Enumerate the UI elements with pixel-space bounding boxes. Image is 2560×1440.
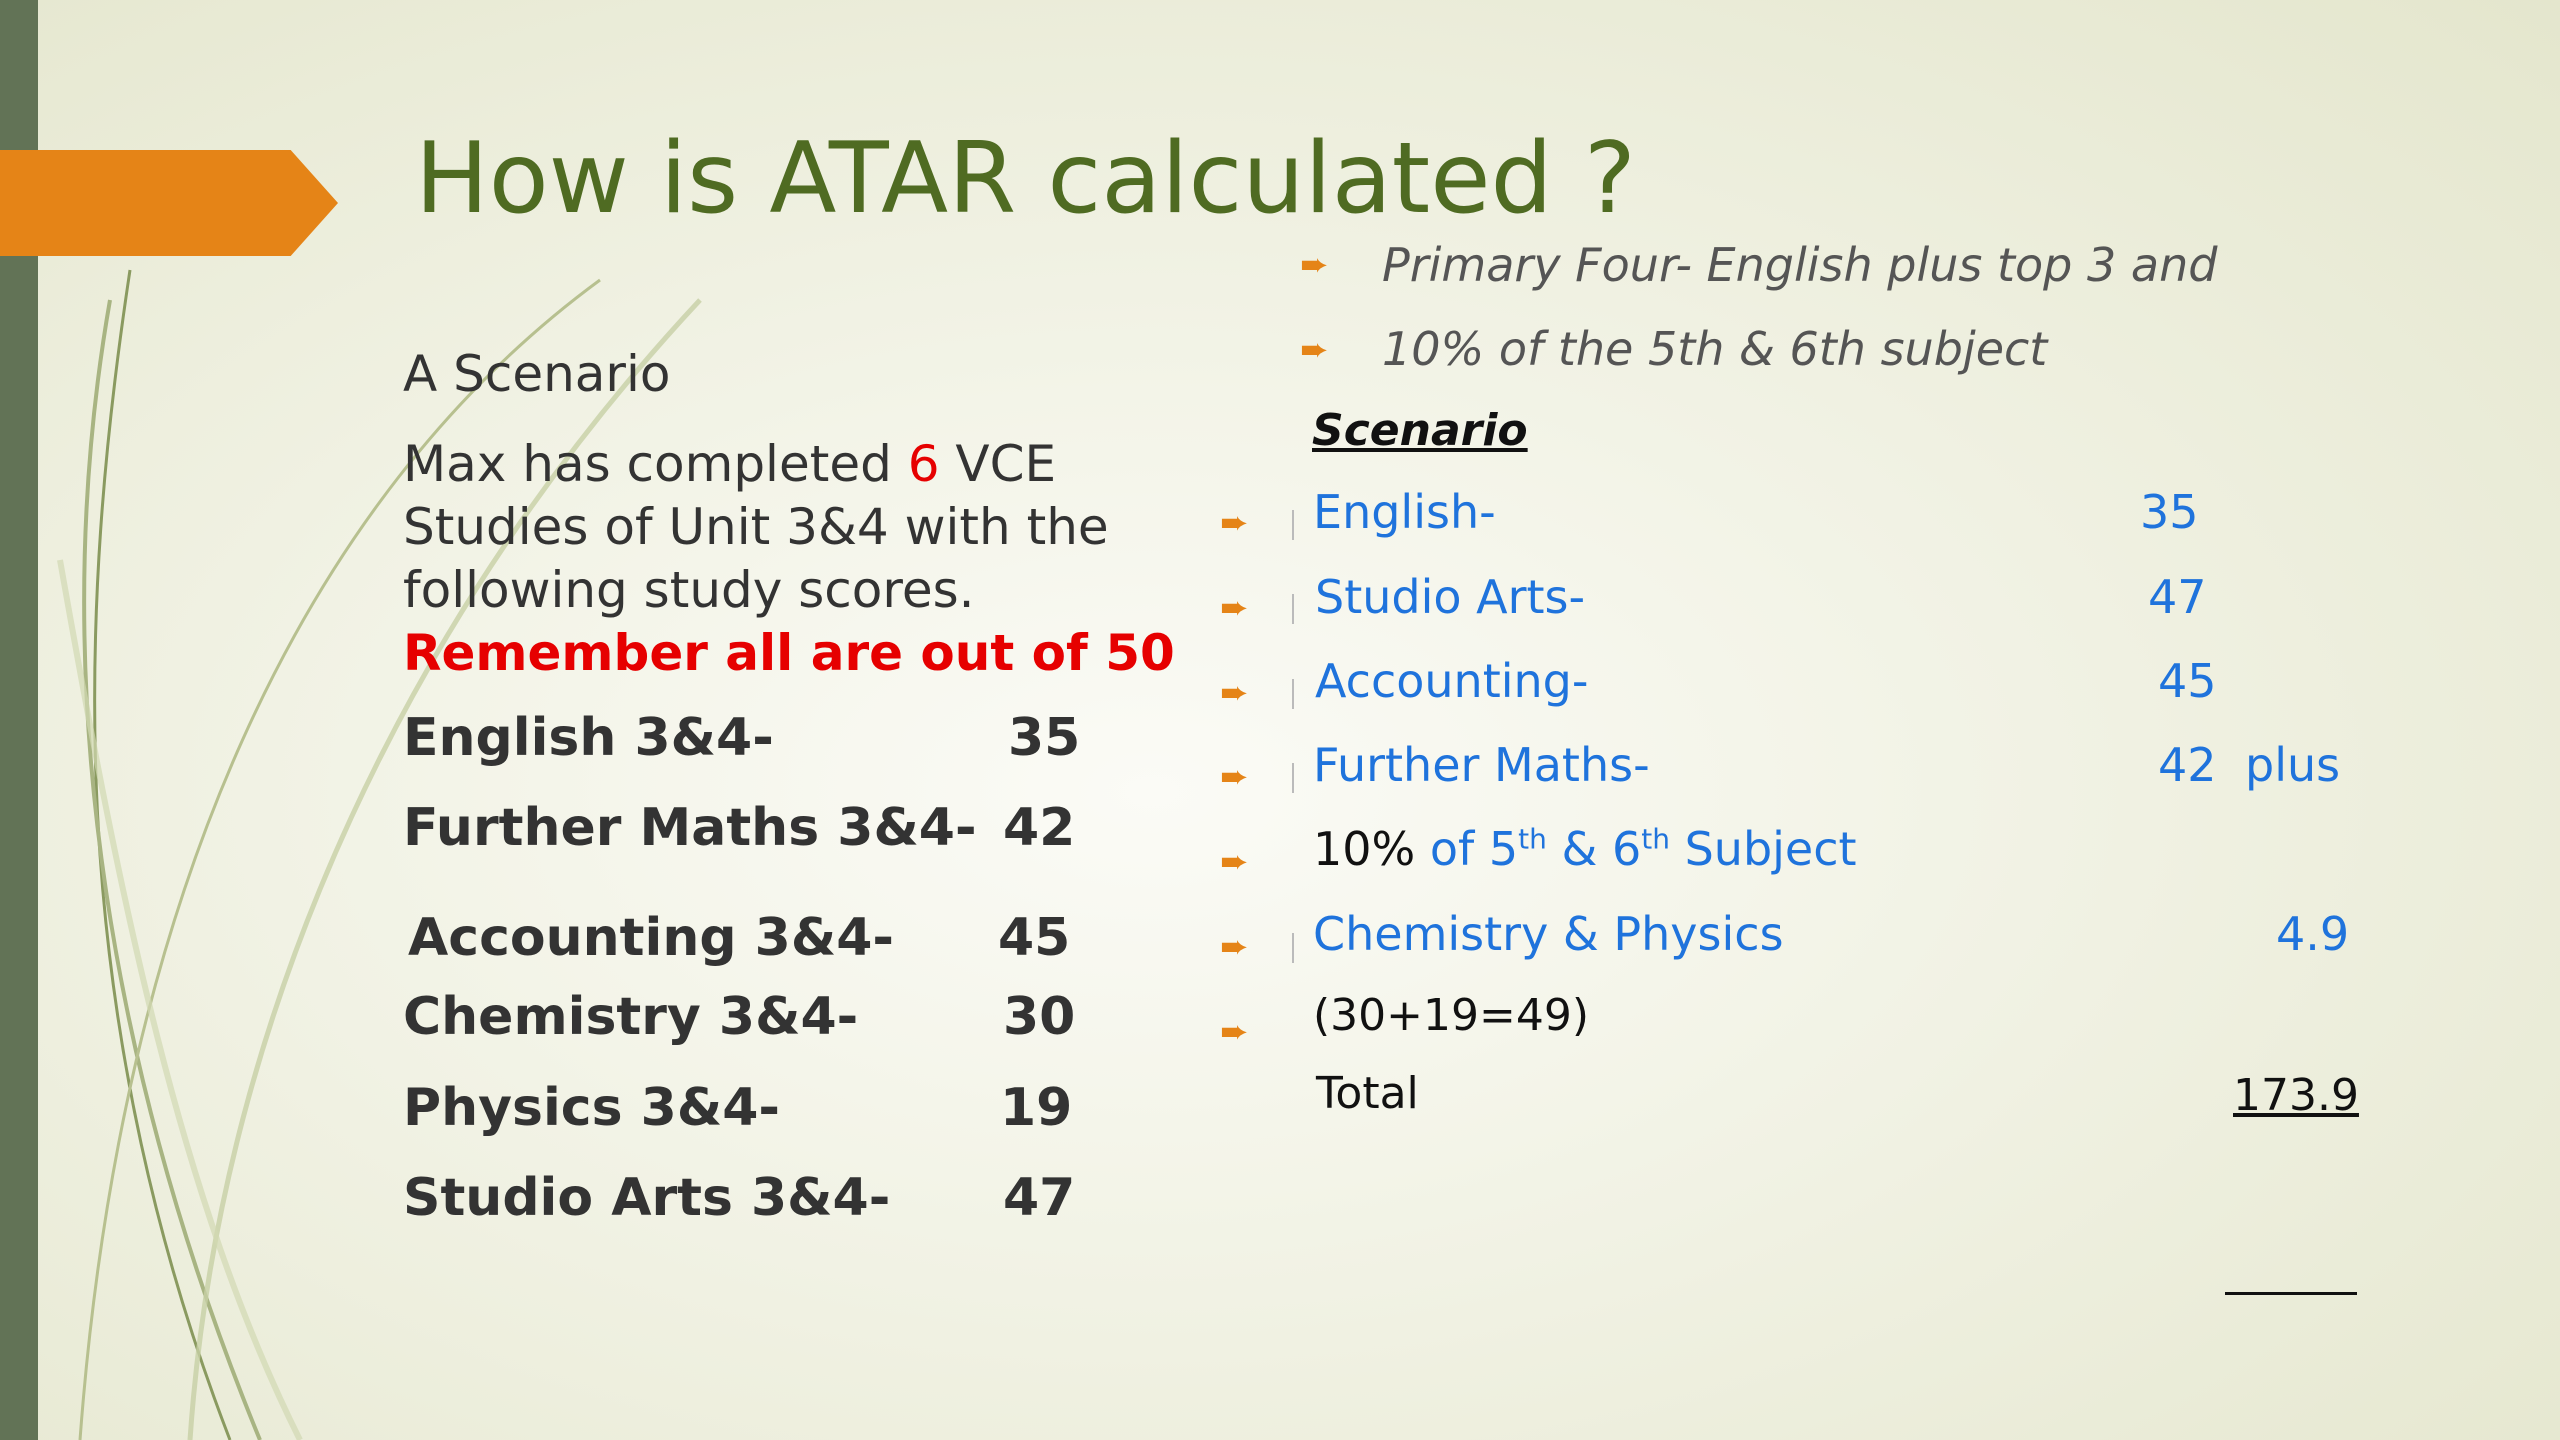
rule-line: Primary Four- English plus top 3 and [1382,238,2218,292]
ten-percent-line [1313,822,1857,876]
ten-percent-and: & 6 [1546,822,1642,876]
underline-rule [2225,1292,2357,1295]
calc-label: Studio Arts- [1315,570,1586,624]
subject-score: 45 [998,908,1071,968]
ten-percent-subject: Subject [1669,822,1857,876]
title-arrow-accent [0,150,338,256]
slide-title: How is ATAR calculated ? [415,122,1636,236]
divider-tick [1292,510,1294,540]
bullet-arrow-icon: ➨ [1300,245,1329,285]
bullet-arrow-icon: ➨ [1220,673,1249,713]
subject-score: 42 [1003,798,1076,858]
calc-suffix: plus [2245,738,2341,792]
calc-label: English- [1313,485,1496,539]
chem-phys-label: Chemistry & Physics [1313,907,1784,961]
scenario-heading: A Scenario [403,345,671,403]
bullet-arrow-icon: ➨ [1220,842,1249,882]
subject-name: English 3&4- [403,708,774,768]
subject-score: 19 [1000,1078,1073,1138]
intro-line-2: Studies of Unit 3&4 with the [403,498,1109,556]
calc-value: 47 [2148,570,2207,624]
subject-name: Further Maths 3&4- [403,798,977,858]
subject-name: Accounting 3&4- [408,908,894,968]
intro-line-1 [403,435,1056,493]
calc-value: 42 [2158,738,2217,792]
intro-number: 6 [907,435,940,493]
divider-tick [1292,594,1294,624]
calc-label: Accounting- [1315,654,1589,708]
divider-tick [1292,679,1294,709]
calc-label: Further Maths- [1313,738,1650,792]
sup-th: th [1518,822,1547,856]
bullet-arrow-icon: ➨ [1220,1012,1249,1052]
sup-th: th [1641,822,1670,856]
subject-name: Physics 3&4- [403,1078,780,1138]
subject-name: Studio Arts 3&4- [403,1168,891,1228]
calc-value: 45 [2158,654,2217,708]
subject-name: Chemistry 3&4- [403,987,859,1047]
total-value: 173.9 [2233,1070,2359,1121]
intro-suffix: VCE [939,435,1057,493]
ten-percent: 10% [1313,822,1416,876]
ten-percent-of: of 5 [1415,822,1519,876]
bullet-arrow-icon: ➨ [1220,503,1249,543]
sum-note: (30+19=49) [1313,990,1590,1041]
subject-score: 47 [1003,1168,1076,1228]
subject-score: 30 [1003,987,1076,1047]
scenario-subheading: Scenario [1312,405,1528,456]
divider-tick [1292,933,1294,963]
intro-prefix: Max has completed [403,435,908,493]
chem-phys-value: 4.9 [2276,907,2350,961]
bullet-arrow-icon: ➨ [1220,588,1249,628]
divider-tick [1292,763,1294,793]
total-label: Total [1316,1068,1419,1119]
calc-value: 35 [2140,485,2199,539]
bullet-arrow-icon: ➨ [1300,330,1329,370]
rule-line: 10% of the 5th & 6th subject [1382,322,2048,376]
intro-line-3: following study scores. [403,561,975,619]
bullet-arrow-icon: ➨ [1220,927,1249,967]
subject-score: 35 [1008,708,1081,768]
bullet-arrow-icon: ➨ [1220,757,1249,797]
remember-note: Remember all are out of 50 [403,624,1175,682]
